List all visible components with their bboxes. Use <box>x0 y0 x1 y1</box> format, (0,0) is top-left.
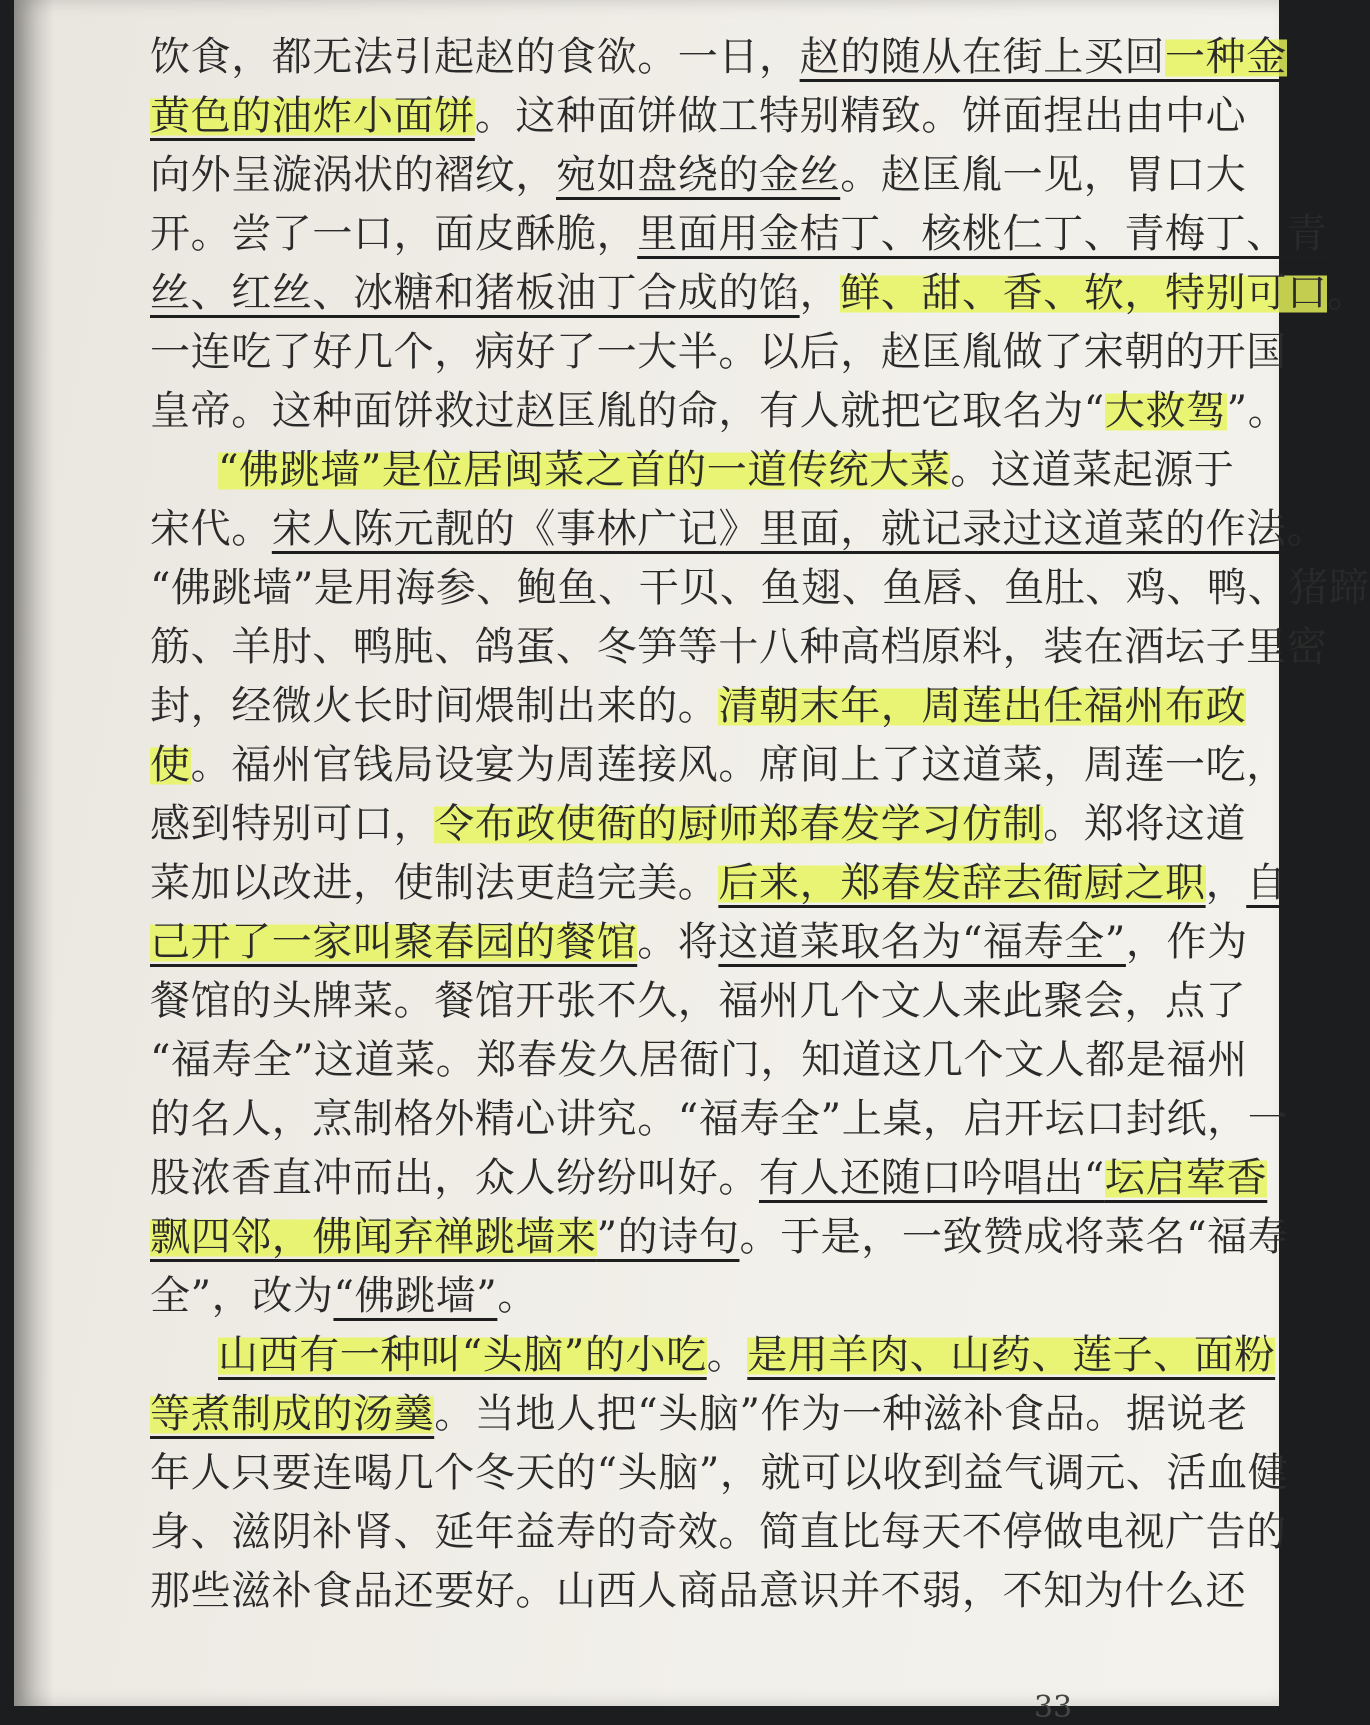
text-line <box>150 146 1247 205</box>
underlined-text: 自 <box>1246 860 1287 906</box>
text-line <box>150 28 1287 87</box>
text-line <box>150 500 1328 559</box>
text-segment: 向外呈漩涡状的褶纹， <box>150 152 556 198</box>
text-line <box>150 1149 1268 1208</box>
highlighted-text: 黄色的油炸小面饼 <box>150 93 475 139</box>
text-line <box>150 323 1287 382</box>
text-segment: 菜加以改进，使制法更趋完美。 <box>150 860 719 906</box>
text-segment: 宋代。 <box>150 506 272 552</box>
text-segment: ， <box>1205 860 1247 906</box>
text-line <box>150 382 1289 441</box>
text-line <box>150 1503 1287 1562</box>
text-segment: ”。 <box>1226 388 1289 434</box>
body-text <box>150 28 1370 1621</box>
underlined-text: 有人还随口吟唱出“ <box>759 1155 1105 1201</box>
text-line <box>150 1090 1289 1149</box>
text-segment: 年人只要连喝几个冬天的“头脑”，就可以收到益气调元、活血健 <box>150 1450 1289 1496</box>
underlined-text: ”的诗句 <box>596 1214 740 1260</box>
text-line <box>150 677 1247 736</box>
underlined-text: 宋人陈元靓的《事林广记》里面，就记录过这道菜的作法 <box>271 506 1287 552</box>
text-line <box>150 736 1287 795</box>
underlined-text: 赵的随从在街上买回 <box>799 34 1166 80</box>
text-segment: ， <box>799 270 841 316</box>
text-segment: ，作为 <box>1125 919 1248 965</box>
text-line <box>150 1444 1289 1503</box>
text-segment: 餐馆的头牌菜。餐馆开张不久，福州几个文人来此聚会，点了 <box>150 978 1247 1024</box>
text-line <box>150 913 1248 972</box>
underlined-text: “佛跳墙” <box>333 1273 498 1319</box>
underlined-text: 里面用金桔丁、核桃仁丁、青梅丁、青 <box>637 211 1328 257</box>
text-segment: 筋、羊肘、鸭肫、鸽蛋、冬笋等十八种高档原料，装在酒坛子里密 <box>150 624 1328 670</box>
text-segment: 开。尝了一口，面皮酥脆， <box>150 211 638 257</box>
highlighted-text: 令布政使衙的厨师郑春发学习仿制 <box>434 801 1044 847</box>
underlined-text: 丝、红丝、冰糖和猪板油丁合成的馅 <box>150 270 800 316</box>
text-line <box>150 1031 1248 1090</box>
text-line <box>150 972 1247 1031</box>
text-line <box>150 1385 1248 1444</box>
highlighted-text: 鲜、甜、香、软，特别可口 <box>840 270 1328 316</box>
text-line <box>150 264 1369 323</box>
text-segment: 。 <box>497 1273 538 1319</box>
text-line <box>150 205 1328 264</box>
underlined-text: 这道菜取名为“福寿全” <box>718 919 1126 965</box>
text-line <box>150 1562 1247 1621</box>
text-line <box>150 1208 1289 1267</box>
text-segment: 。郑将这道 <box>1043 801 1247 847</box>
text-segment: 。于是，一致赞成将菜名“福寿 <box>739 1214 1289 1260</box>
highlighted-text: 坛启荤香 <box>1104 1155 1268 1201</box>
text-line <box>150 1267 1210 1326</box>
underlined-text: 宛如盘绕的金丝 <box>556 152 841 198</box>
text-segment: 股浓香直冲而出，众人纷纷叫好。 <box>150 1155 759 1201</box>
text-segment: 。将 <box>637 919 719 965</box>
highlighted-text: 飘四邻，佛闻弃禅跳墙来 <box>150 1214 597 1260</box>
text-segment: 。 <box>1286 506 1328 552</box>
text-segment: “福寿全”这道菜。郑春发久居衙门，知道这几个文人都是福州 <box>150 1037 1248 1083</box>
highlighted-text: 己开了一家叫聚春园的餐馆 <box>150 919 638 965</box>
text-line <box>150 795 1247 854</box>
text-segment: 。福州官钱局设宴为周莲接风。席间上了这道菜，周莲一吃， <box>190 742 1287 788</box>
text-segment: 感到特别可口， <box>150 801 435 847</box>
highlighted-text: 一种金 <box>1165 34 1287 80</box>
highlighted-text: 等煮制成的汤羹 <box>150 1391 435 1437</box>
text-segment: 一连吃了好几个，病好了一大半。以后，赵匡胤做了宋朝的开国 <box>150 329 1287 375</box>
text-line <box>150 87 1247 146</box>
highlighted-text: 后来，郑春发辞去衙厨之职 <box>718 860 1206 906</box>
text-segment: 那些滋补食品还要好。山西人商品意识并不弱，不知为什么还 <box>150 1568 1247 1614</box>
text-segment: 。这种面饼做工特别精致。饼面捏出由中心 <box>474 93 1247 139</box>
text-segment: “佛跳墙”是用海参、鲍鱼、干贝、鱼翅、鱼唇、鱼肚、鸡、鸭、猪蹄 <box>150 565 1370 611</box>
text-segment: 。这道菜起源于 <box>950 447 1235 493</box>
highlighted-text: 使 <box>150 742 191 788</box>
text-segment: 全”，改为 <box>150 1273 334 1319</box>
text-segment: 。 <box>706 1332 748 1378</box>
highlighted-text: 是用羊肉、山药、莲子、面粉 <box>747 1332 1276 1378</box>
text-line <box>150 1326 1276 1385</box>
highlighted-text: 清朝末年，周莲出任福州布政 <box>718 683 1247 729</box>
highlighted-text: 大救驾 <box>1104 388 1227 434</box>
text-segment: 的名人，烹制格外精心讲究。“福寿全”上桌，启开坛口封纸，一 <box>150 1096 1289 1142</box>
text-segment: 。赵匡胤一见，胃口大 <box>840 152 1247 198</box>
highlighted-text: “佛跳墙”是位居闽菜之首的一道传统大菜 <box>218 447 951 493</box>
text-segment: 封，经微火长时间煨制出来的。 <box>150 683 719 729</box>
text-segment: 。 <box>1327 270 1369 316</box>
text-line <box>150 559 1370 618</box>
text-line <box>150 618 1328 677</box>
text-line <box>150 854 1287 913</box>
text-segment: 皇帝。这种面饼救过赵匡胤的命，有人就把它取名为“ <box>150 388 1105 434</box>
text-segment: 身、滋阴补肾、延年益寿的奇效。简直比每天不停做电视广告的 <box>150 1509 1287 1555</box>
text-line <box>150 441 1235 500</box>
page-number: 33 <box>1034 1690 1073 1725</box>
highlighted-text: 山西有一种叫“头脑”的小吃 <box>218 1332 707 1378</box>
text-segment: 饮食，都无法引起赵的食欲。一日， <box>150 34 800 80</box>
book-page <box>14 0 1370 1725</box>
text-segment: 。当地人把“头脑”作为一种滋补食品。据说老 <box>434 1391 1248 1437</box>
